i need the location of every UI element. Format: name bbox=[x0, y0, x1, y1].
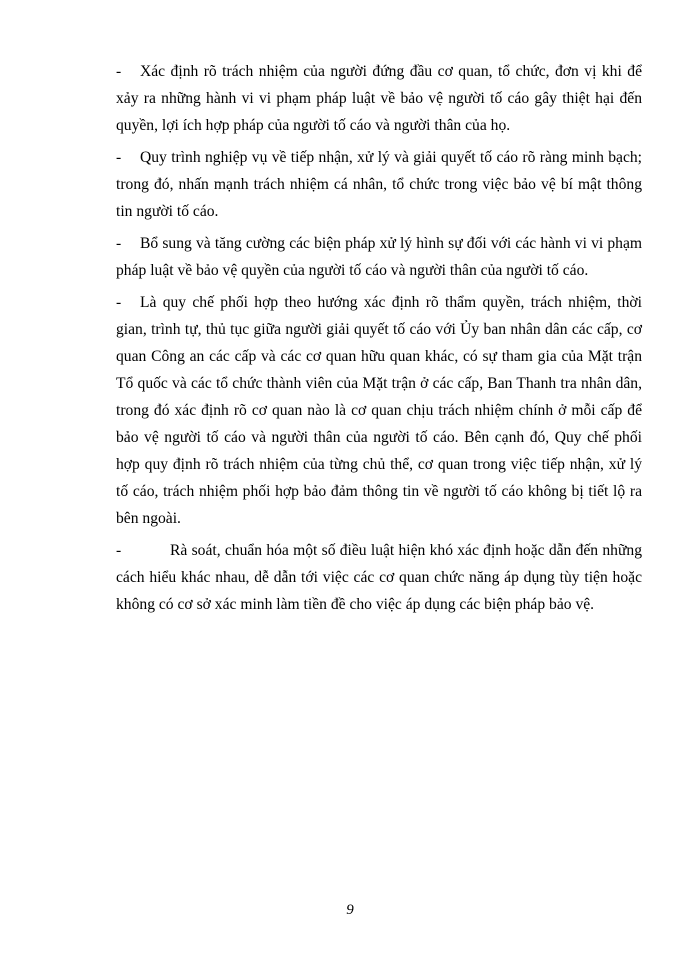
bullet-paragraph-1 bbox=[116, 58, 642, 139]
bullet-paragraph-2 bbox=[116, 144, 642, 225]
paragraph-text: Là quy chế phối hợp theo hướng xác định rõ thẩm quyền, trách nhiệm, thời gian, trình tự, thủ tục giữa người giải quyết tố cáo với Ủy ban nhân dân các cấp, cơ quan Công an các cấp và các cơ quan hữu quan khác, có sự tham gia của Mặt trận Tổ quốc và các tổ chức thành viên của Mặt trận ở các cấp, Ban Thanh tra nhân dân, trong đó xác định rõ cơ quan nào là cơ quan chịu trách nhiệm chính ở mỗi cấp để bảo vệ người tố cáo và người thân của người tố cáo. Bên cạnh đó, Quy chế phối hợp quy định rõ trách nhiệm của từng chủ thể, cơ quan trong việc tiếp nhận, xử lý tố cáo, trách nhiệm phối hợp bảo đảm thông tin về người tố cáo không bị tiết lộ ra bên ngoài. bbox=[116, 294, 642, 527]
bullet-dash: - bbox=[116, 149, 122, 166]
bullet-paragraph-3 bbox=[116, 230, 642, 284]
paragraph-text: Xác định rõ trách nhiệm của người đứng đầu cơ quan, tổ chức, đơn vị khi để xảy ra những hành vi vi phạm pháp luật về bảo vệ người tố cáo gây thiệt hại đến quyền, lợi ích hợp pháp của người tố cáo và người thân của họ. bbox=[116, 63, 642, 134]
paragraph-text: Bổ sung và tăng cường các biện pháp xử lý hình sự đối với các hành vi vi phạm pháp luật về bảo vệ quyền của người tố cáo và người thân của người tố cáo. bbox=[116, 235, 642, 279]
bullet-dash: - bbox=[116, 542, 122, 559]
bullet-paragraph-5 bbox=[116, 537, 642, 618]
bullet-dash: - bbox=[116, 235, 122, 252]
bullet-dash: - bbox=[116, 63, 122, 80]
document-body bbox=[116, 58, 642, 623]
paragraph-text: Rà soát, chuẩn hóa một số điều luật hiện khó xác định hoặc dẫn đến những cách hiểu khác nhau, dễ dẫn tới việc các cơ quan chức năng áp dụng tùy tiện hoặc không có cơ sở xác minh làm tiền đề cho việc áp dụng các biện pháp bảo vệ. bbox=[116, 542, 642, 613]
page-number: 9 bbox=[346, 902, 354, 918]
paragraph-text: Quy trình nghiệp vụ về tiếp nhận, xử lý và giải quyết tố cáo rõ ràng minh bạch; trong đó, nhấn mạnh trách nhiệm cá nhân, tổ chức trong việc bảo vệ bí mật thông tin người tố cáo. bbox=[116, 149, 642, 220]
bullet-paragraph-4 bbox=[116, 289, 642, 532]
bullet-dash: - bbox=[116, 294, 122, 311]
